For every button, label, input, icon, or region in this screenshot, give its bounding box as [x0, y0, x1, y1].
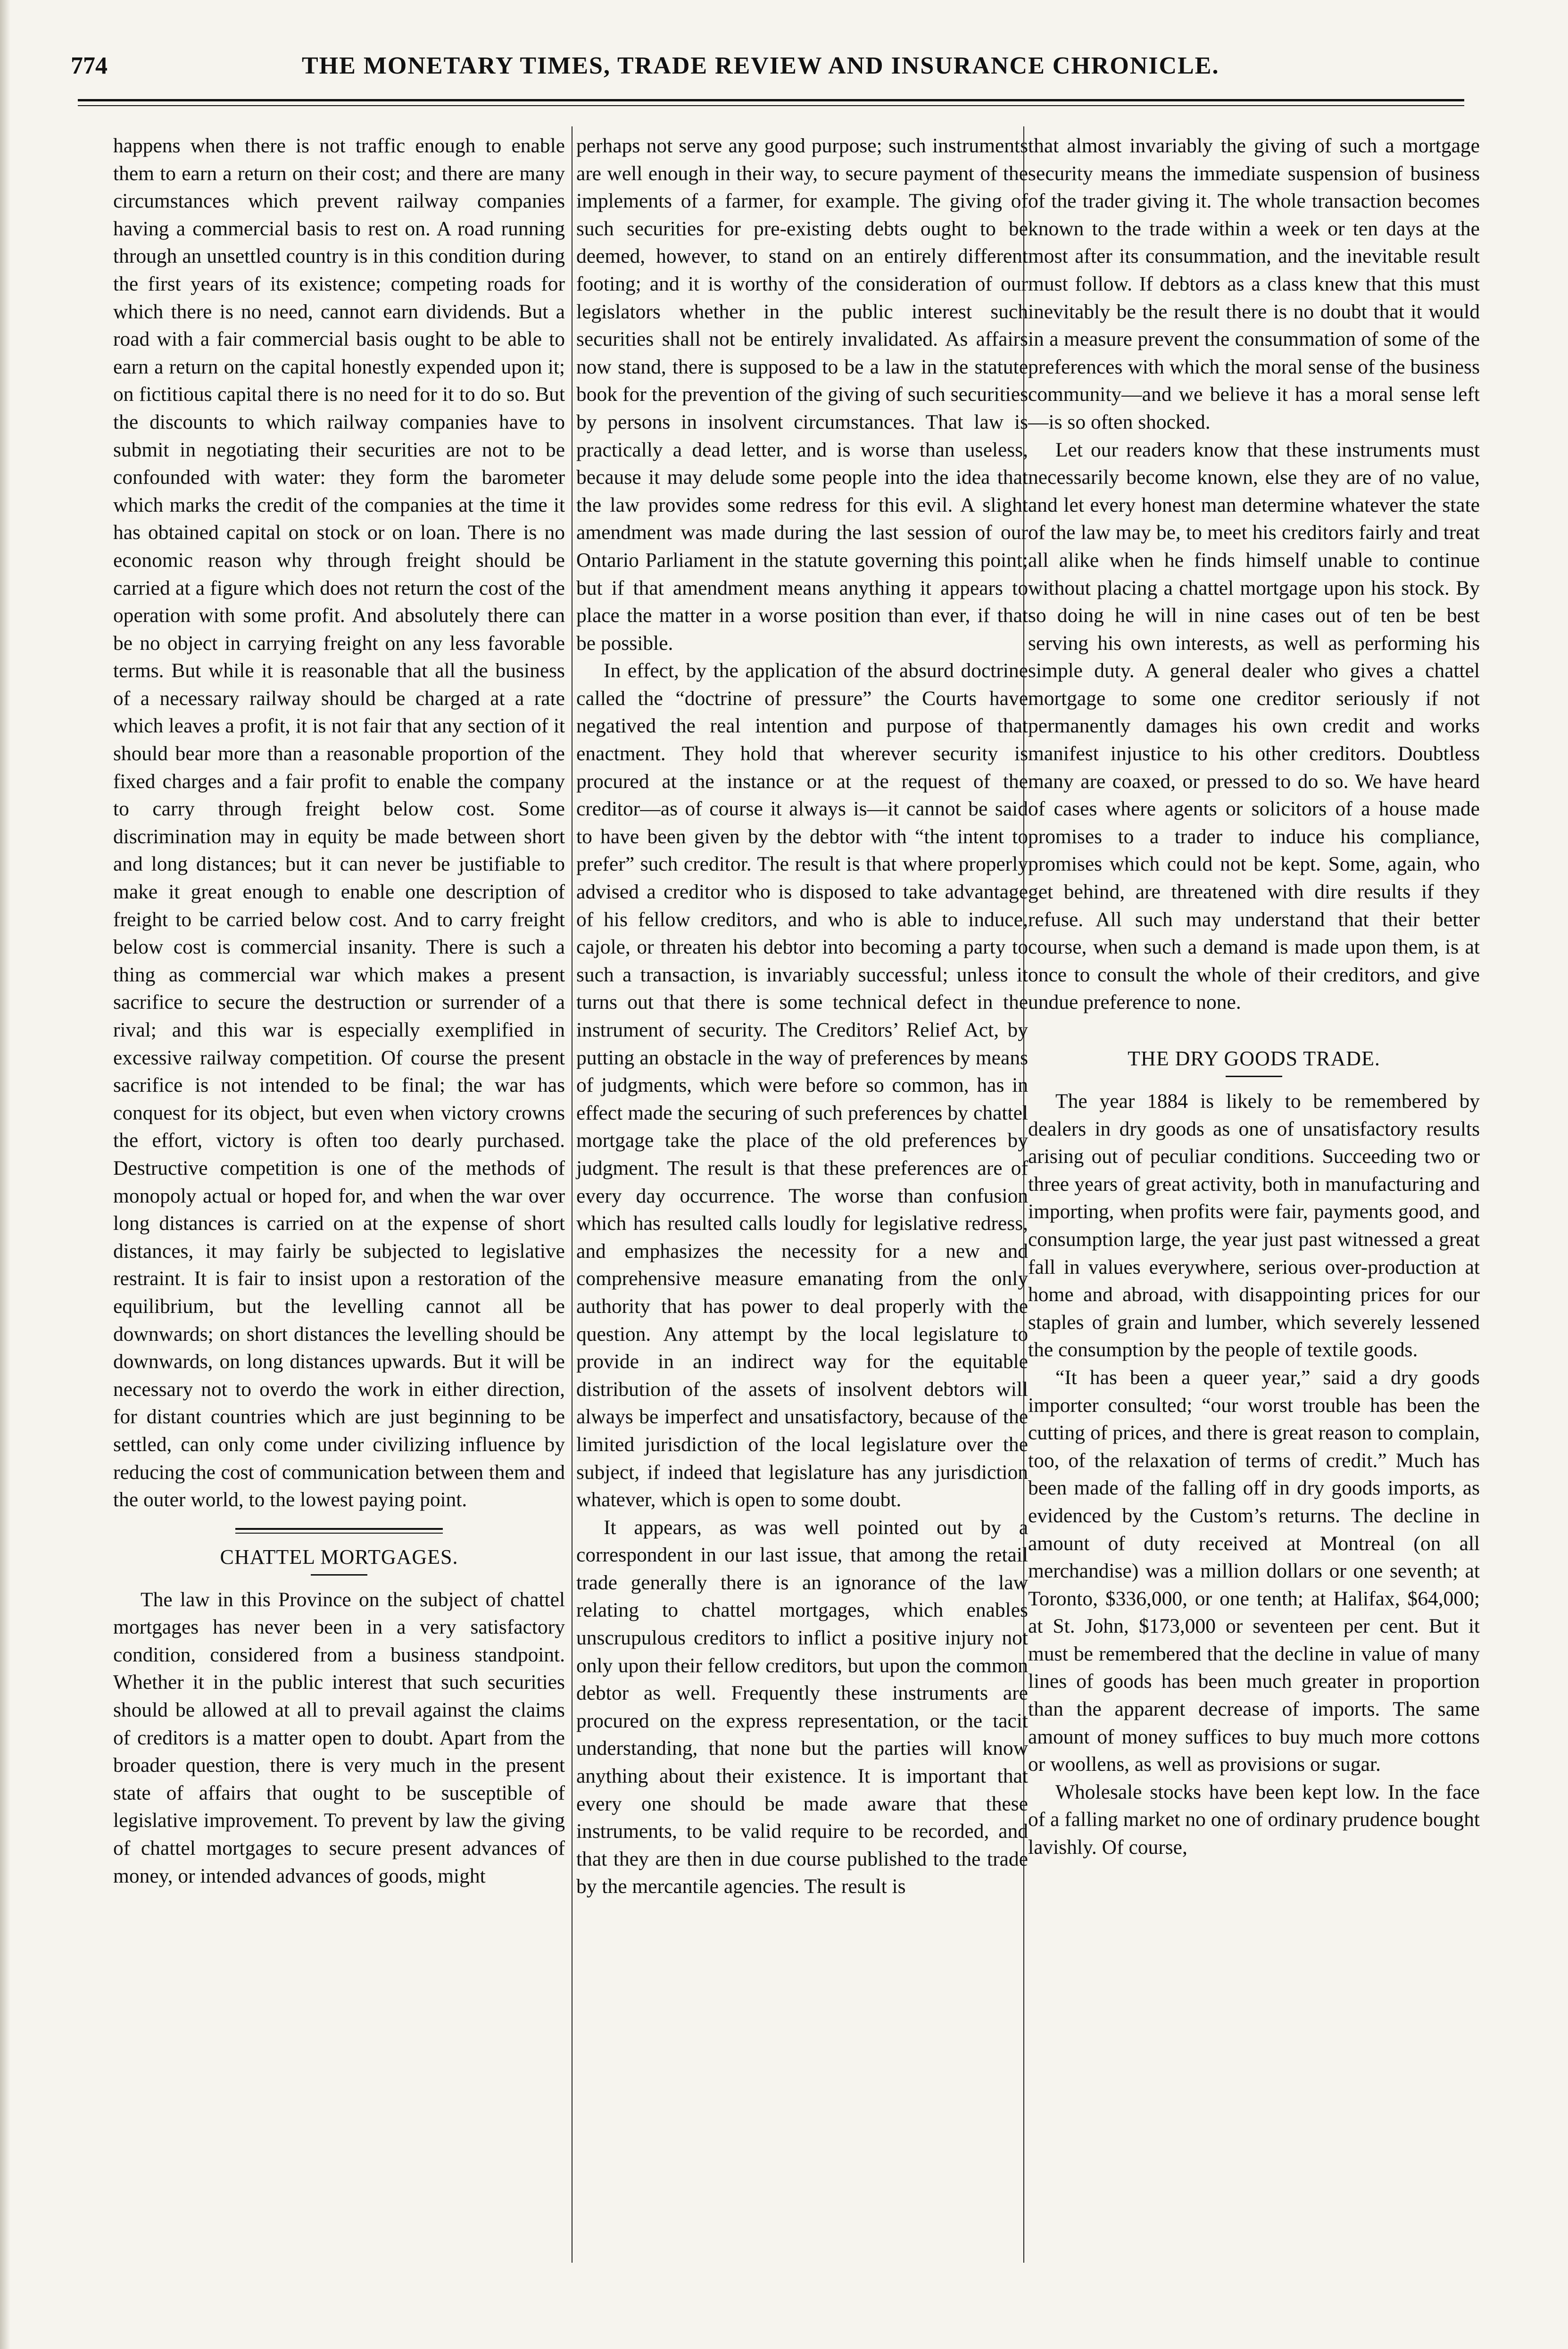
article-paragraph: The year 1884 is likely to be remembered by dealers in dry goods as one of unsatisfactory results arising out of peculiar conditions. Succeeding two or three years of great activity, both in manufacturing and importing, when profits were fair, payments good, and consumption large, the year just past witnessed a great fall in values everywhere, serious over-production at home and abroad, with disappointing prices for our staples of grain and lumber, which severely lessened the consumption by the people of textile goods.: [1028, 1090, 1480, 1361]
column-3: [1028, 132, 1480, 1861]
article-paragraph: Let our readers know that these instruments must necessarily become known, else they are of no value, and let every honest man determine whatever the state of the law may be, to meet his creditors fairly and treat all alike when he finds himself unable to continue without placing a chattel mortgage upon his stock. By so doing he will in nine cases out of ten be best serving his own interests, as well as performing his simple duty. A general dealer who gives a chattel mortgage to some one creditor seriously if not permanently damages his own credit and works manifest injustice to his other creditors. Doubtless many are coaxed, or pressed to do so. We have heard of cases where agents or solicitors of a house made promises to a trader to induce his compliance, promises which could not be kept. Some, again, who get behind, are threatened with dire results if they refuse. All such may understand that their better course, when such a demand is made upon them, is at once to consult the whole of their creditors, and give undue preference to none.: [1028, 438, 1480, 1014]
section-separator: [235, 1528, 443, 1534]
article-paragraph: “It has been a queer year,” said a dry goods importer consulted; “our worst trouble has been the cutting of prices, and there is great reason to complain, too, of the relaxation of terms of credit.” Much has been made of the falling off in dry goods imports, as evidenced by the Custom’s returns. The decline in amount of duty received at Montreal (on all merchandise) was a million dollars or one seventh; at Toronto, $336,000, or one tenth; at Halifax, $64,000; at St. John, $173,000 or seventeen per cent. But it must be remembered that the decline in value of many lines of goods has been much greater in proportion than the apparent decrease of imports. The same amount of money suffices to buy much more cottons or woollens, as well as provisions or sugar.: [1028, 1366, 1480, 1776]
header-rule: [78, 99, 1464, 106]
section-heading-chattel-mortgages: CHATTEL MORTGAGES.: [220, 1545, 458, 1569]
heading-underline: [311, 1574, 367, 1576]
article-paragraph: happens when there is not traffic enough to enable them to earn a return on their cost; and there are many circumstances which prevent railway companies having a commercial basis to rest on. A road running through an unsettled country is in this condition during the first years of its existence; competing roads for which there is no need, cannot earn dividends. But a road with a fair commercial basis ought to be able to earn a return on the capital honestly expended upon it; on fictitious capital there is no need for it to do so. But the discounts to which railway companies have to submit in negotiating their securities are not to be confounded with water: they form the barometer which marks the credit of the companies at the time it has obtained capital on stock or on loan. There is no economic reason why through freight should be carried at a figure which does not return the cost of the operation with some profit. And absolutely there can be no object in carrying freight on any less favorable terms. But while it is reasonable that all the business of a necessary railway should be charged at a rate which leaves a profit, it is not fair that any section of it should bear more than a reasonable proportion of the fixed charges and a fair profit to enable the company to carry through freight below cost. Some discrimination may in equity be made between short and long distances; but it can never be justifiable to make it great enough to enable one description of freight to be carried below cost. And to carry freight below cost is commercial insanity. There is such a thing as commercial war which makes a present sacrifice to secure the destruction or surrender of a rival; and this war is especially exemplified in excessive railway competition. Of course the present sacrifice is not intended to be final; the war has conquest for its object, but even when victory crowns the effort, victory is often too dearly purchased. Destructive competition is one of the methods of monopoly actual or hoped for, and when the war over long distances is carried on at the expense of short distances, it may fairly be subjected to legislative restraint. It is fair to insist upon a restoration of the equilibrium, but the levelling cannot all be downwards; on short distances the levelling should be downwards, on long distances upwards. But it will be necessary not to overdo the work in either direction, for distant countries which are just beginning to be settled, can only come under civilizing influence by reducing the cost of communication between them and the outer world, to the lowest paying point.: [113, 134, 565, 1511]
heading-underline: [1226, 1076, 1282, 1077]
article-paragraph: that almost invariably the giving of such a mortgage security means the immediate suspension of business of the trader giving it. The whole transaction becomes known to the trade within a week or ten days at the most after its consummation, and the inevitable result must follow. If debtors as a class knew that this must inevitably be the result there is no doubt that it would in a measure prevent the consummation of some of the preferences with which the moral sense of the business community—and we believe it has a moral sense left—is so often shocked.: [1028, 134, 1480, 433]
article-paragraph: perhaps not serve any good purpose; such instruments are well enough in their way, to secure payment of the implements of a farmer, for example. The giving of such securities for pre-existing debts ought to be deemed, however, to stand on an entirely different footing; and it is worthy of the consideration of our legislators whether in the public interest such securities shall not be entirely invalidated. As affairs now stand, there is supposed to be a law in the statute book for the prevention of the giving of such securities by persons in insolvent circumstances. That law is practically a dead letter, and is worse than useless, because it may delude some people into the idea that the law provides some redress for this evil. A slight amendment was made during the last session of our Ontario Parliament in the statute governing this point; but if that amendment means anything it appears to place the matter in a worse position than ever, if that be possible.: [576, 134, 1028, 655]
running-title: THE MONETARY TIMES, TRADE REVIEW AND INSURANCE CHRONICLE.: [302, 52, 1220, 79]
article-paragraph: It appears, as was well pointed out by a correspondent in our last issue, that among the retail trade generally there is an ignorance of the law relating to chattel mortgages, which enables unscrupulous creditors to inflict a positive injury not only upon their fellow creditors, but upon the common debtor as well. Frequently these instruments are procured on the express representation, or the tacit understanding, that none but the parties will know anything about their existence. It is important that every one should be made aware that these instruments, to be valid require to be recorded, and that they are then in due course published to the trade by the mercantile agencies. The result is: [576, 1516, 1028, 1898]
scanned-page-edge: [0, 0, 10, 2349]
page-number: 774: [71, 52, 108, 79]
column-1: [113, 132, 565, 1890]
article-paragraph: In effect, by the application of the absurd doctrine called the “doctrine of pressure” the Courts have negatived the real intention and purpose of that enactment. They hold that wherever security is procured at the instance or at the request of the creditor—as of course it always is—it cannot be said to have been given by the debtor with “the intent to prefer” such creditor. The result is that where properly advised a creditor who is disposed to take advantage of his fellow creditors, and who is able to induce, cajole, or threaten his debtor into becoming a party to such a transaction, is invariably successful; unless it turns out that there is some technical defect in the instrument of security. The Creditors’ Relief Act, by putting an obstacle in the way of preferences by means of judgments, which were before so common, has in effect made the securing of such preferences by chattel mortgage take the place of the old preferences by judgment. The result is that these preferences are of every day occurrence. The worse than confusion which has resulted calls loudly for legislative redress, and emphasizes the necessity for a new and comprehensive measure emanating from the only authority that has power to deal properly with the question. Any attempt by the local legislature to provide in an indirect way for the equitable distribution of the assets of insolvent debtors will always be imperfect and unsatisfactory, because of the limited jurisdiction of the local legislature over the subject, if indeed that legislature has any jurisdiction whatever, which is open to some doubt.: [576, 659, 1028, 1511]
article-paragraph: The law in this Province on the subject of chattel mortgages has never been in a very satisfactory condition, considered from a business standpoint. Whether it in the public interest that such securities should be allowed at all to prevail against the claims of creditors is a matter open to doubt. Apart from the broader question, there is very much in the present state of affairs that ought to be susceptible of legislative improvement. To prevent by law the giving of chattel mortgages to secure present advances of money, or intended advances of goods, might: [113, 1588, 565, 1887]
section-heading-dry-goods-trade: THE DRY GOODS TRADE.: [1128, 1047, 1380, 1070]
column-2: [576, 132, 1028, 1901]
page-header: [71, 52, 1467, 85]
article-paragraph: Wholesale stocks have been kept low. In the face of a falling market no one of ordinary prudence bought lavishly. Of course,: [1028, 1780, 1480, 1859]
